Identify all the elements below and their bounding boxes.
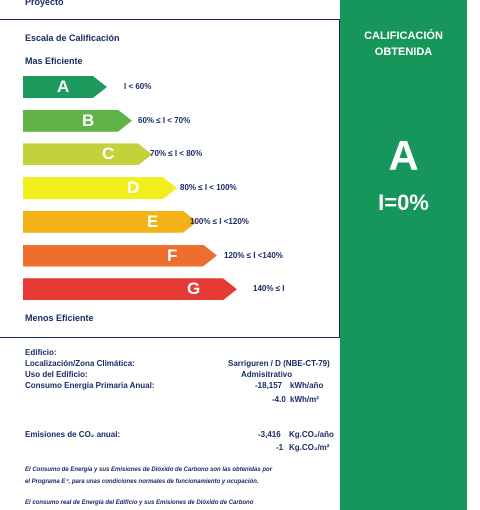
rating-bar-f bbox=[23, 245, 283, 267]
energy-unit-annual: kWh/año bbox=[290, 381, 324, 390]
energy-value-annual: -18,157 bbox=[255, 381, 283, 390]
section-divider bbox=[0, 337, 340, 338]
location-label: Localización/Zona Climática: bbox=[25, 359, 135, 368]
result-title-line2: OBTENIDA bbox=[374, 46, 433, 58]
location-value: Sarriguren / D (NBE-CT-79) bbox=[228, 359, 330, 368]
co2-value-annual: -3,416 bbox=[258, 430, 281, 439]
rating-bar-d bbox=[23, 177, 237, 199]
result-index: I=0% bbox=[378, 190, 429, 215]
rating-bar-c bbox=[23, 143, 203, 165]
result-letter: A bbox=[388, 132, 419, 179]
rating-bar-range: I < 60% bbox=[124, 82, 152, 91]
building-label: Edificio: bbox=[25, 348, 57, 357]
rating-bar-shape-b bbox=[23, 110, 132, 132]
project-header bbox=[0, 0, 340, 20]
rating-bar-shape-g bbox=[23, 278, 237, 300]
rating-bar-letter: G bbox=[187, 279, 201, 299]
energy-label: Consumo Energía Primaria Anual: bbox=[25, 381, 155, 390]
most-efficient-label: Mas Eficiente bbox=[25, 56, 83, 66]
result-panel bbox=[340, 0, 467, 510]
result-title bbox=[340, 28, 467, 60]
rating-bar-letter: F bbox=[167, 245, 178, 265]
co2-value-area: -1 bbox=[276, 443, 284, 452]
use-value: Admisitrativo bbox=[241, 370, 293, 379]
rating-bar-range: 80% ≤ I < 100% bbox=[180, 183, 237, 193]
rating-bar-letter: A bbox=[57, 77, 70, 96]
right-margin bbox=[467, 0, 480, 510]
rating-scale-panel bbox=[0, 19, 340, 337]
rating-bar-range: 140% ≤ I bbox=[253, 284, 285, 294]
rating-bar-range: 60% ≤ I < 70% bbox=[138, 115, 191, 125]
energy-value-area: -4.0 bbox=[272, 395, 286, 404]
rating-bar-range: 120% ≤ I <140% bbox=[224, 250, 283, 260]
scale-title: Escala de Calificación bbox=[25, 33, 120, 43]
rating-bar-shape-c bbox=[23, 143, 152, 165]
use-label: Uso del Edificio: bbox=[25, 370, 88, 379]
note-line-3: El consumo real de Energía del Edificio y sus Emisiones de Dióxido de Carbono bbox=[25, 500, 254, 506]
co2-unit-area: Kg.CO₂/m² bbox=[289, 443, 330, 452]
project-label: Proyecto bbox=[25, 0, 64, 7]
rating-bar-a bbox=[23, 76, 152, 98]
rating-bar-letter: E bbox=[147, 211, 159, 231]
rating-bar-letter: B bbox=[82, 110, 95, 130]
rating-bar-b bbox=[23, 110, 191, 132]
note-line-1: El Consumo de Energía y sus Emisiones de Dióxido de Carbono son las obtenidas por bbox=[25, 467, 273, 473]
rating-bar-shape-d bbox=[23, 177, 177, 199]
least-efficient-label: Menos Eficiente bbox=[25, 313, 94, 323]
rating-bar-range: 70% ≤ I < 80% bbox=[150, 149, 203, 159]
co2-unit-annual: Kg.CO₂/año bbox=[289, 430, 334, 439]
rating-bar-g bbox=[23, 278, 285, 300]
rating-bar-e bbox=[23, 211, 249, 233]
rating-bar-shape-e bbox=[23, 211, 197, 233]
rating-bar-letter: C bbox=[102, 144, 115, 164]
rating-bar-shape-f bbox=[23, 245, 217, 267]
rating-bar-range: 100% ≤ I <120% bbox=[190, 216, 249, 226]
energy-unit-area: kWh/m² bbox=[290, 395, 319, 404]
rating-bar-letter: D bbox=[127, 178, 140, 198]
note-line-2: el Programa E⁺, para unas condiciones normales de funcionamiento y ocupación. bbox=[25, 479, 259, 485]
co2-label: Emisiones de CO₂ anual: bbox=[25, 430, 121, 439]
result-title-line1: CALIFICACIÓN bbox=[364, 30, 443, 42]
